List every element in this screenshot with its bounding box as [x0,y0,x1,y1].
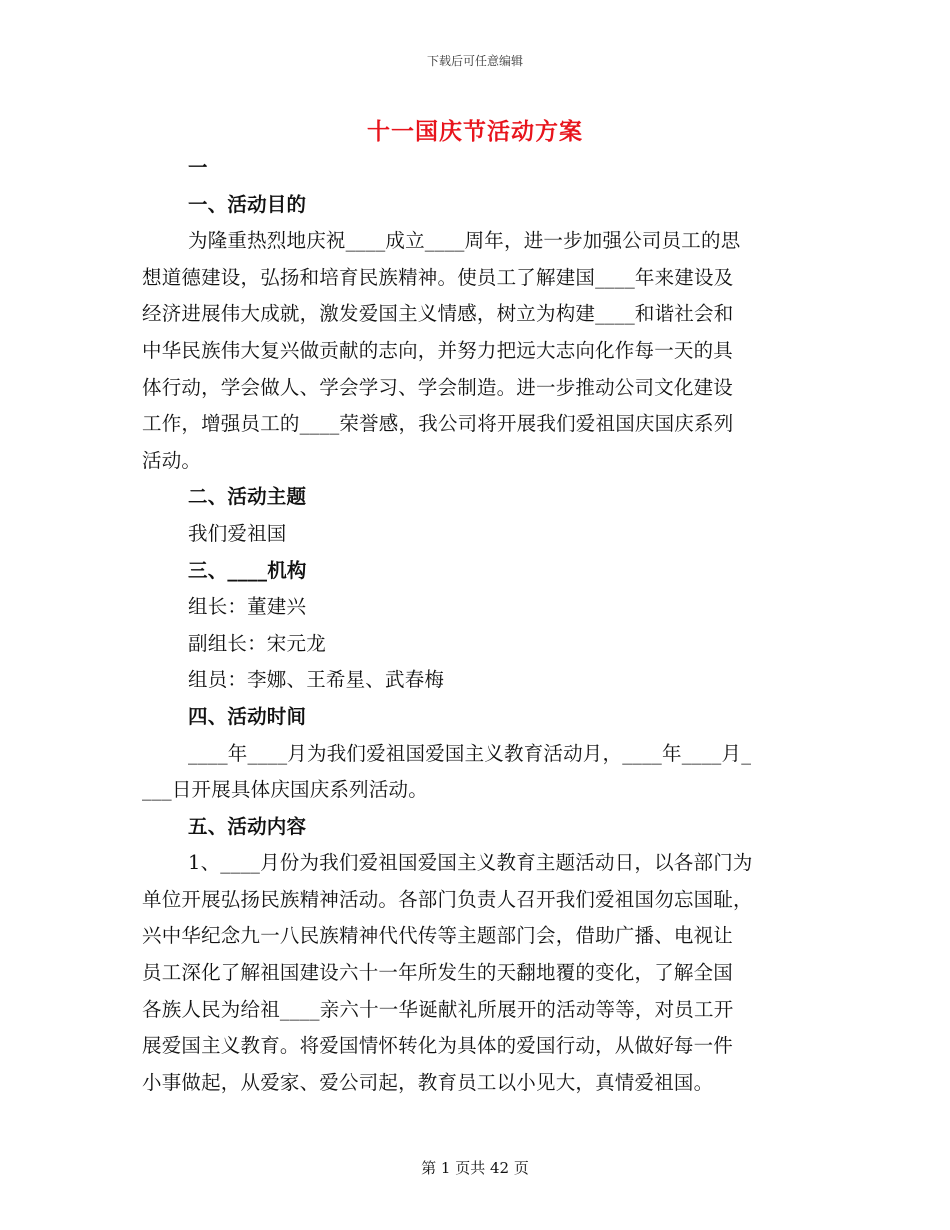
paragraph-line: 中华民族伟大复兴做贡献的志向，并努力把远大志向化作每一天的具 [142,338,734,362]
paragraph-line: 小事做起，从爱家、爱公司起，教育员工以小见大，真情爱祖国。 [142,1070,714,1094]
paragraph-line: 活动。 [142,448,202,472]
paragraph-line: 单位开展弘扬民族精神活动。各部门负责人召开我们爱祖国勿忘国耻， [142,887,753,911]
section-heading: 五、活动内容 [188,814,307,838]
paragraph-line: 组员：李娜、王希星、武春梅 [188,668,445,692]
paragraph-line: 副组长：宋元龙 [188,631,326,655]
header-note: 下载后可任意编辑 [426,54,523,68]
paragraph-line: 经济进展伟大成就，激发爱国主义情感，树立为构建____和谐社会和 [142,302,734,326]
paragraph-line: 兴中华纪念九一八民族精神代代传等主题部门会，借助广播、电视让 [142,924,734,948]
paragraph-line: 各族人民为给祖____亲六十一华诞献礼所展开的活动等等，对员工开 [142,997,734,1021]
paragraph-line: 员工深化了解祖国建设六十一年所发生的天翻地覆的变化，了解全国 [142,961,734,985]
section-heading: 一 [188,156,208,179]
paragraph-line: 体行动，学会做人、学会学习、学会制造。进一步推动公司文化建设 [142,375,734,399]
paragraph-line: ____年____月为我们爱祖国爱国主义教育活动月，____年____月_ [188,741,752,765]
paragraph-line: 组长：董建兴 [188,595,307,619]
document-body [142,150,810,1101]
paragraph-line: 想道德建设，弘扬和培育民族精神。使员工了解建国____年来建设及 [142,265,734,289]
paragraph-line: ___日开展具体庆国庆系列活动。 [142,778,428,802]
paragraph-line: 我们爱祖国 [188,521,287,545]
page-footer: 第 1 页共 42 页 [421,1159,529,1177]
paragraph-line: 展爱国主义教育。将爱国情怀转化为具体的爱国行动，从做好每一件 [142,1034,734,1058]
paragraph-line: 为隆重热烈地庆祝____成立____周年，进一步加强公司员工的思 [188,229,741,253]
paragraph-line: 1、____月份为我们爱祖国爱国主义教育主题活动日，以各部门为 [188,851,753,875]
document-title: 十一国庆节活动方案 [367,118,583,145]
paragraph-line: 工作，增强员工的____荣誉感，我公司将开展我们爱祖国庆国庆系列 [142,412,734,436]
section-heading: 三、____机构 [188,558,307,582]
section-heading: 一、活动目的 [188,192,307,216]
section-heading: 四、活动时间 [188,704,307,728]
section-heading: 二、活动主题 [188,485,307,509]
